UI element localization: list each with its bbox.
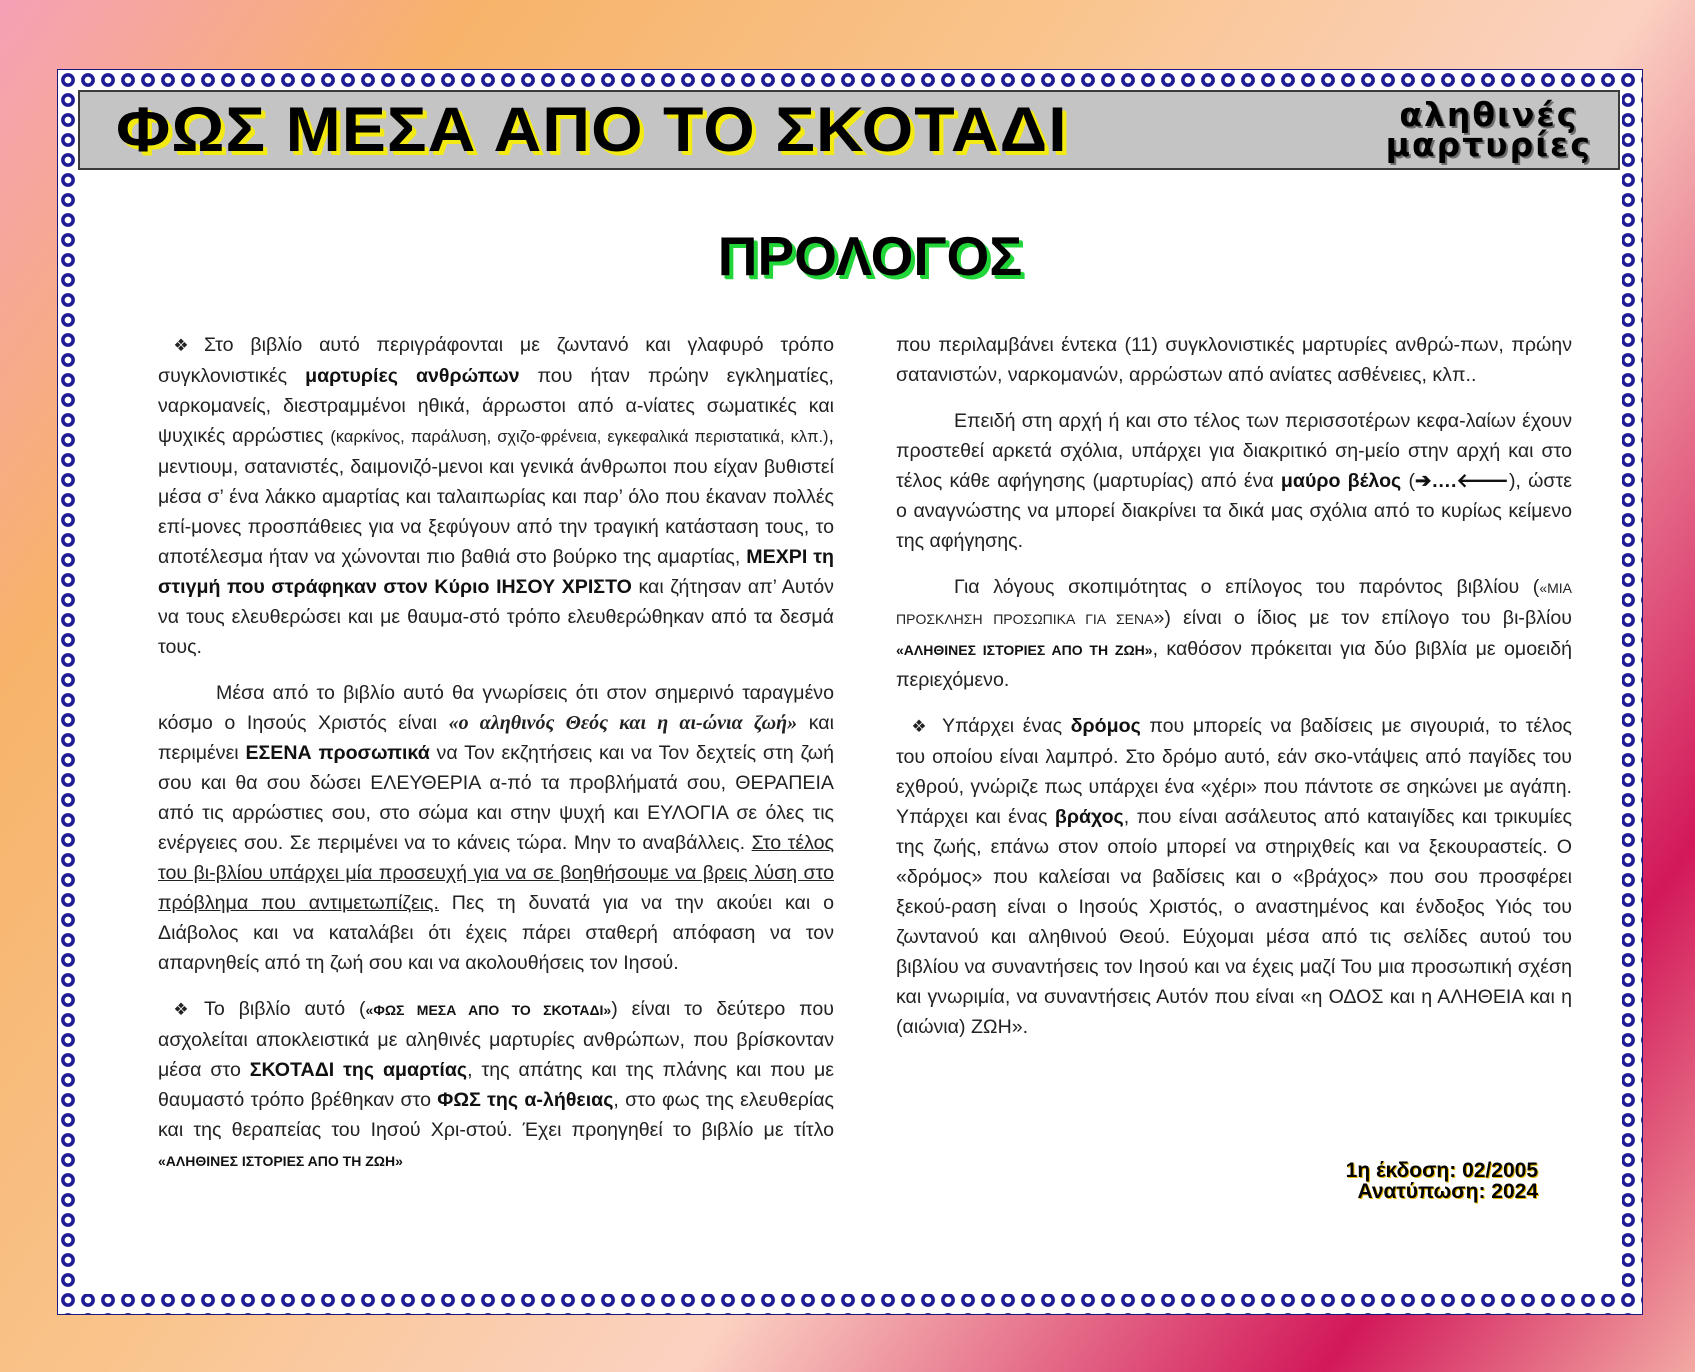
text: Υπάρχει ένας bbox=[942, 715, 1071, 737]
arrow-icons: ➔….🡐 bbox=[1414, 470, 1509, 492]
edition-info bbox=[1346, 1160, 1538, 1202]
bullet-icon: ❖ bbox=[911, 717, 927, 736]
paragraph-invitation bbox=[158, 678, 834, 978]
text: Πες τη δυνατά για να την ακούει και ο Διάβολος και να καταλάβει ότι έχεις πάρει σταθερή απόφαση να τον απαρνηθείς από τη ζωή σου και να ακολουθήσεις τον Ιησού. bbox=[158, 892, 834, 974]
text-caps: «ΜΙΑ ΠΡΟΣΚΛΗΣΗ ΠΡΟΣΩΠΙΚΑ ΓΙΑ ΣΕΝΑ bbox=[896, 580, 1572, 627]
paragraph-continuation: που περιλαμβάνει έντεκα (11) συγκλονιστικές μαρτυρίες ανθρώ-πων, πρώην σατανιστών, ναρκομανών, αρρώστων από ανίατες ασθένειες, κλπ.. bbox=[896, 334, 1572, 386]
paragraph-second-book bbox=[158, 994, 834, 1176]
paragraph-road bbox=[896, 711, 1572, 1042]
text: , καθόσον πρόκειται για δύο βιβλία με ομοειδή περιεχόμενο. bbox=[896, 638, 1573, 691]
document-page bbox=[78, 90, 1622, 1294]
title-banner bbox=[78, 90, 1620, 170]
text-bold: ΦΩΣ της α-λήθειας bbox=[437, 1089, 614, 1111]
reprint: Ανατύπωση: 2024 bbox=[1357, 1180, 1538, 1203]
text-quote: «ο αληθινός Θεός και η αι-ώνια ζωή» bbox=[448, 712, 798, 734]
text: και ζήτησαν απ’ Αυτόν να τους ελευθερώσει και με θαυμα-στό τρόπο ελευθερώθηκαν από τα δεσμά τους. bbox=[158, 576, 834, 658]
bullet-icon: ❖ bbox=[173, 336, 189, 355]
subtitle-line-1: αληθινές bbox=[1399, 95, 1579, 134]
text-small: (καρκίνος, παράλυση, σχιζο-φρένεια, εγκεφαλικά περιστατικά, κλπ.) bbox=[330, 428, 829, 446]
right-column bbox=[896, 330, 1572, 1058]
text: ( bbox=[1401, 470, 1415, 492]
text: Επειδή στη αρχή ή και στο τέλος των περισσοτέρων κεφα-λαίων έχουν προστεθεί αρκετά σχόλια, υπάρχει για διακριτικό ση-μείο στην αρχή και στο τέλος κάθε αφήγησης (μαρτυρίας) από ένα bbox=[896, 410, 1572, 492]
paragraph-intro bbox=[158, 330, 834, 662]
left-column bbox=[158, 330, 834, 1192]
text: να Τον εκζητήσεις και να Τον δεχτείς στη ζωή σου και θα σου δώσει ΕΛΕΥΘΕΡΙΑ α-πό τα προβλήματά σου, ΘΕΡΑΠΕΙΑ από τις αρρώστιες σου, στο σώμα και στην ψυχή και ΕΥΛΟΓΙΑ σε όλες τις ενέργειες σου. Σε περιμένει να το κάνεις τώρα. Μην το αναβάλλεις. bbox=[158, 742, 834, 854]
text-caps: «ΑΛΗΘΙΝΕΣ ΙΣΤΟΡΙΕΣ ΑΠΟ ΤΗ ΖΩΗ» bbox=[896, 642, 1153, 658]
text-bold: μαύρο βέλος bbox=[1280, 470, 1402, 492]
text: Το βιβλίο αυτό ( bbox=[204, 998, 366, 1020]
text-caps: «ΑΛΗΘΙΝΕΣ ΙΣΤΟΡΙΕΣ ΑΠΟ ΤΗ ΖΩΗ» bbox=[158, 1153, 403, 1169]
text-bold: ΣΚΟΤΑΔΙ της αμαρτίας bbox=[249, 1059, 468, 1081]
text: , μεντιουμ, σατανιστές, δαιμονιζό-μενοι και γενικά άνθρωποι που είχαν βυθιστεί μέσα σ’ ένα λάκκο αμαρτίας και ταλαιπωρίας και παρ’ όλο που έκαναν πολλές επί-μονες προσπάθειες για να ξεφύγουν από την τραγική κατάσταση τους, το αποτέλεσμα ήταν να χώνονται πιο βαθιά στο βούρκο της αμαρτίας, bbox=[158, 425, 834, 568]
text-bold: δρόμος bbox=[1070, 715, 1141, 737]
text-bold: ΜΕΧΡΙ τη στιγμή που στράφηκαν στον Κύριο ΙΗΣΟΥ ΧΡΙΣΤΟ bbox=[158, 546, 834, 598]
book-title: ΦΩΣ ΜΕΣΑ ΑΠΟ ΤΟ ΣΚΟΤΑΔΙ bbox=[116, 95, 1068, 165]
section-heading: ΠΡΟΛΟΓΟΣ bbox=[717, 225, 1023, 287]
paragraph-epilogue bbox=[896, 572, 1572, 695]
text-bold: μαρτυρίες ανθρώπων bbox=[305, 365, 520, 387]
text-bold: βράχος bbox=[1054, 806, 1124, 828]
paragraph-arrows bbox=[896, 406, 1572, 556]
text-bold: ΕΣΕΝΑ προσωπικά bbox=[245, 742, 430, 764]
text: , στο φως της ελευθερίας και της θεραπείας του Ιησού Χρι-στού. Έχει προηγηθεί το βιβλίο με τίτλο bbox=[158, 1089, 834, 1141]
decorative-border bbox=[58, 70, 1642, 1314]
book-subtitle bbox=[1385, 95, 1592, 164]
text: Στο βιβλίο αυτό περιγράφονται με ζωντανό και γλαφυρό τρόπο συγκλονιστικές bbox=[158, 334, 834, 387]
text: Μέσα από το βιβλίο αυτό θα γνωρίσεις ότι στον σημερινό ταραγμένο κόσμο ο Ιησούς Χριστός είναι bbox=[158, 682, 834, 734]
text-underlined: Στο τέλος του βι-βλίου υπάρχει μία προσευχή για να σε βοηθήσουμε να βρεις λύση στο πρόβλημα που αντιμετωπίζεις. bbox=[158, 832, 834, 914]
text: που μπορείς να βαδίσεις με σιγουριά, το τέλος του οποίου είναι λαμπρό. Στο δρόμο αυτό, εάν σκο-ντάψεις από παγίδες του εχθρού, γνώριζε πως υπάρχει ένα «χέρι» που πάντοτε σε σηκώνει με αγάπη. Υπάρχει και ένας bbox=[896, 715, 1572, 828]
text: Για λόγους σκοπιμότητας ο επίλογος του παρόντος βιβλίου ( bbox=[954, 576, 1540, 598]
text: ), ώστε ο αναγνώστης να μπορεί διακρίνει τα δικά μας σχόλια από το κυρίως κείμενο της αφήγησης. bbox=[896, 470, 1572, 552]
text: ») είναι ο ίδιος με τον επίλογο του βι-βλίου bbox=[1153, 607, 1572, 629]
first-edition: 1η έκδοση: 02/2005 bbox=[1345, 1159, 1538, 1182]
text: , που είναι ασάλευτος από καταιγίδες και τρικυμίες της ζωής, επάνω στον οποίο μπορεί να στηριχθείς και να ξεκουραστείς. Ο «δρόμος» που καλείσαι να βαδίσεις και ο «βράχος» που σου προσφέρει ξεκού-ραση είναι ο Ιησούς Χριστός, ο αναστημένος και ένδοξος Υιός του ζωντανού και αληθινού Θεού. Εύχομαι μέσα από τις σελίδες αυτού του βιβλίου να συναντήσεις τον Ιησού και να έχεις μαζί Του μια προσωπική σχέση και γνωριμία, να συναντήσεις Αυτόν που είναι «η ΟΔΟΣ και η ΑΛΗΘΕΙΑ και η (αιώνια) ΖΩΗ». bbox=[896, 806, 1572, 1038]
text-caps: «ΦΩΣ ΜΕΣΑ ΑΠΟ ΤΟ ΣΚΟΤΑΔΙ» bbox=[365, 1002, 612, 1018]
subtitle-line-2: μαρτυρίες bbox=[1385, 125, 1592, 164]
text: , της απάτης και της πλάνης και που με θαυμαστό τρόπο βρέθηκαν στο bbox=[158, 1059, 834, 1111]
bullet-icon: ❖ bbox=[173, 1000, 189, 1019]
text: που ήταν πρώην εγκληματίες, ναρκομανείς, διεστραμμένοι ηθικά, άρρωστοι από α-νίατες σωματικές και ψυχικές αρρώστιες bbox=[158, 365, 834, 447]
text: και περιμένει bbox=[158, 712, 834, 764]
text: ) είναι το δεύτερο που ασχολείται αποκλειστικά με αληθινές μαρτυρίες ανθρώπων, που βρίσκονταν μέσα στο bbox=[158, 998, 834, 1081]
